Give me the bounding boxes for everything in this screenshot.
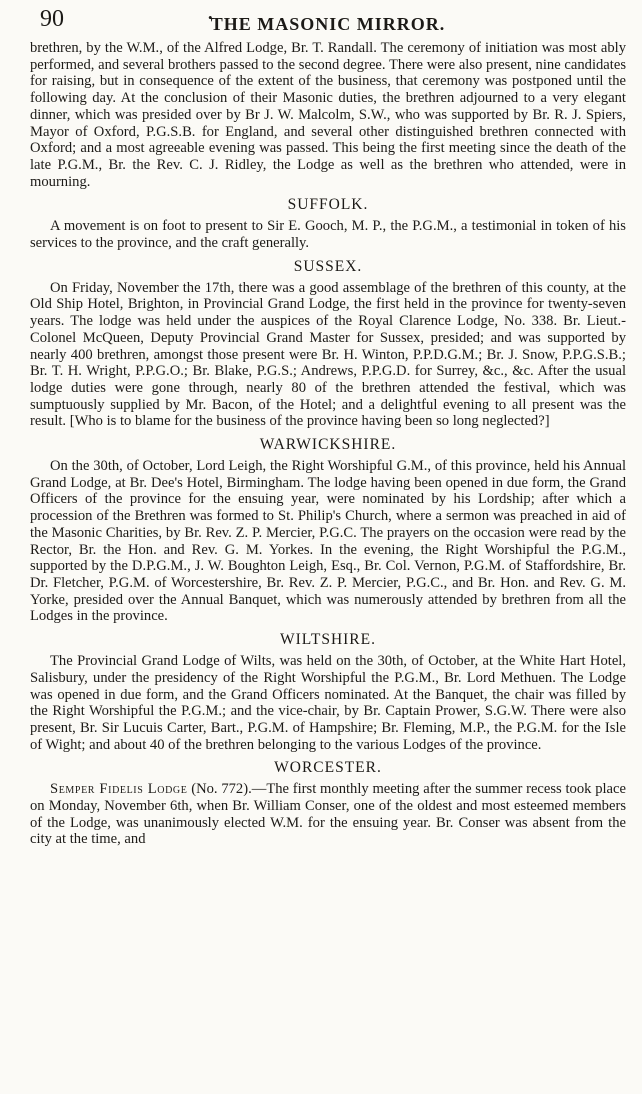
section-text-sussex: On Friday, November the 17th, there was a good assemblage of the brethren of this county, at the Old Ship Hotel, Brighton, in Provincial Grand Lodge, the first held in the province for twenty-seven years. The lodge was held under the auspices of the Royal Clarence Lodge, No. 338. Br. Lieut.-Colonel McQueen, Deputy Provincial Grand Master for Sussex, presided; and was supported by nearly 400 brethren, amongst those present were Br. H. Winton, P.P.D.G.M.; Br. J. Snow, P.P.G.S.B.; Br. T. H. Wright, P.P.G.O.; Br. Blake, P.G.S.; Andrews, P.P.G.D. for Surrey, &c., &c. After the usual lodge duties were gone through, nearly 80 of the brethren attended the festival, which was sumptuously supplied by Mr. Bacon, of the Hotel; and a delightful evening to all present was the result. [Who is to blame for the business of the province having been so long neglected?] xyxy=(30,279,626,430)
page-number: 90 xyxy=(40,6,64,32)
lodge-name: Semper Fidelis Lodge xyxy=(50,781,188,798)
journal-title: THE MASONIC MIRROR. xyxy=(210,14,446,34)
section-text-wiltshire: The Provincial Grand Lodge of Wilts, was held on the 30th, of October, at the White Hart Hotel, Salisbury, under the presidency of the Right Worshipful the P.G.M., Br. Lord Methuen. The Lodge was opened in due form, and the Grand Officers nominated. At the Banquet, the chair was filled by the Right Worshipful the P.G.M.; and the vice-chair, by Br. Captain Prower, S.G.W. There were also present, Br. Sir Lucuis Carter, Bart., P.G.M. of Hampshire; Br. Fleming, M.P., the P.G.M. for the Isle of Wight; and about 40 of the brethren belonging to the various Lodges of the province. xyxy=(30,653,626,753)
section-heading-warwickshire: WARWICKSHIRE. xyxy=(259,436,397,454)
section-text-suffolk: A movement is on foot to present to Sir E. Gooch, M. P., the P.G.M., a testimonial in token of his services to the province, and the craft generally. xyxy=(30,218,626,252)
printer-mark: • xyxy=(208,10,213,25)
running-head xyxy=(30,6,626,40)
section-heading-wiltshire: WILTSHIRE. xyxy=(280,631,376,649)
section-heading-suffolk: SUFFOLK. xyxy=(287,196,369,214)
section-text-warwickshire: On the 30th, of October, Lord Leigh, the Right Worshipful G.M., of this province, held his Annual Grand Lodge, at Br. Dee's Hotel, Birmingham. The lodge having been opened in due form, the Grand Officers of the province for the ensuing year, were nominated by his Lordship; after which a procession of the Brethren was formed to St. Philip's Church, where a sermon was preached in aid of the Masonic Charities, by Br. Rev. Z. P. Mercier, P.G.C. The prayers on the occasion were read by the Rector, Br. the Hon. and Rev. G. M. Yorkes. In the evening, the Right Worshipful the P.G.M., supported by the D.P.G.M., J. W. Boughton Leigh, Esq., Br. Col. Vernon, P.G.M. of Staffordshire, Br. Dr. Fletcher, P.G.M. of Worcestershire, Br. Rev. Z. P. Mercier, P.G.C., and Br. Hon. and Rev. G. M. Yorke, presided over the Annual Banquet, which was numerously attended by brethren from all the Lodges in the province. xyxy=(30,458,626,625)
section-heading-sussex: SUSSEX. xyxy=(293,257,363,275)
opening-paragraph: brethren, by the W.M., of the Alfred Lodge, Br. T. Randall. The ceremony of initiation was most ably performed, and several brothers passed to the second degree. There were also present, nine candidates for raising, but in consequence of the extent of the business, that ceremony was postponed until the following day. At the conclusion of their Masonic duties, the brethren adjourned to a very elegant dinner, which was presided over by Br J. W. Malcolm, S.W., who was supported by Br. R. J. Spiers, Mayor of Oxford, P.G.S.B. for England, and several other distinguished brethren connected with Oxford; and a most agreeable evening was passed. This being the first meeting since the death of the late P.G.M., Br. the Rev. C. J. Ridley, the Lodge as well as the brethren who attended, were in mourning. xyxy=(30,40,626,190)
worcester-body: (No. 772).—The first monthly meeting after the summer recess took place on Monday, November 6th, when Br. William Conser, one of the oldest and most esteemed members of the Lodge, was unanimously elected W.M. for the ensuing year. Br. Conser was absent from the city at the time, and xyxy=(30,781,626,848)
section-text-worcester xyxy=(30,781,626,848)
section-heading-worcester: WORCESTER. xyxy=(274,759,382,777)
